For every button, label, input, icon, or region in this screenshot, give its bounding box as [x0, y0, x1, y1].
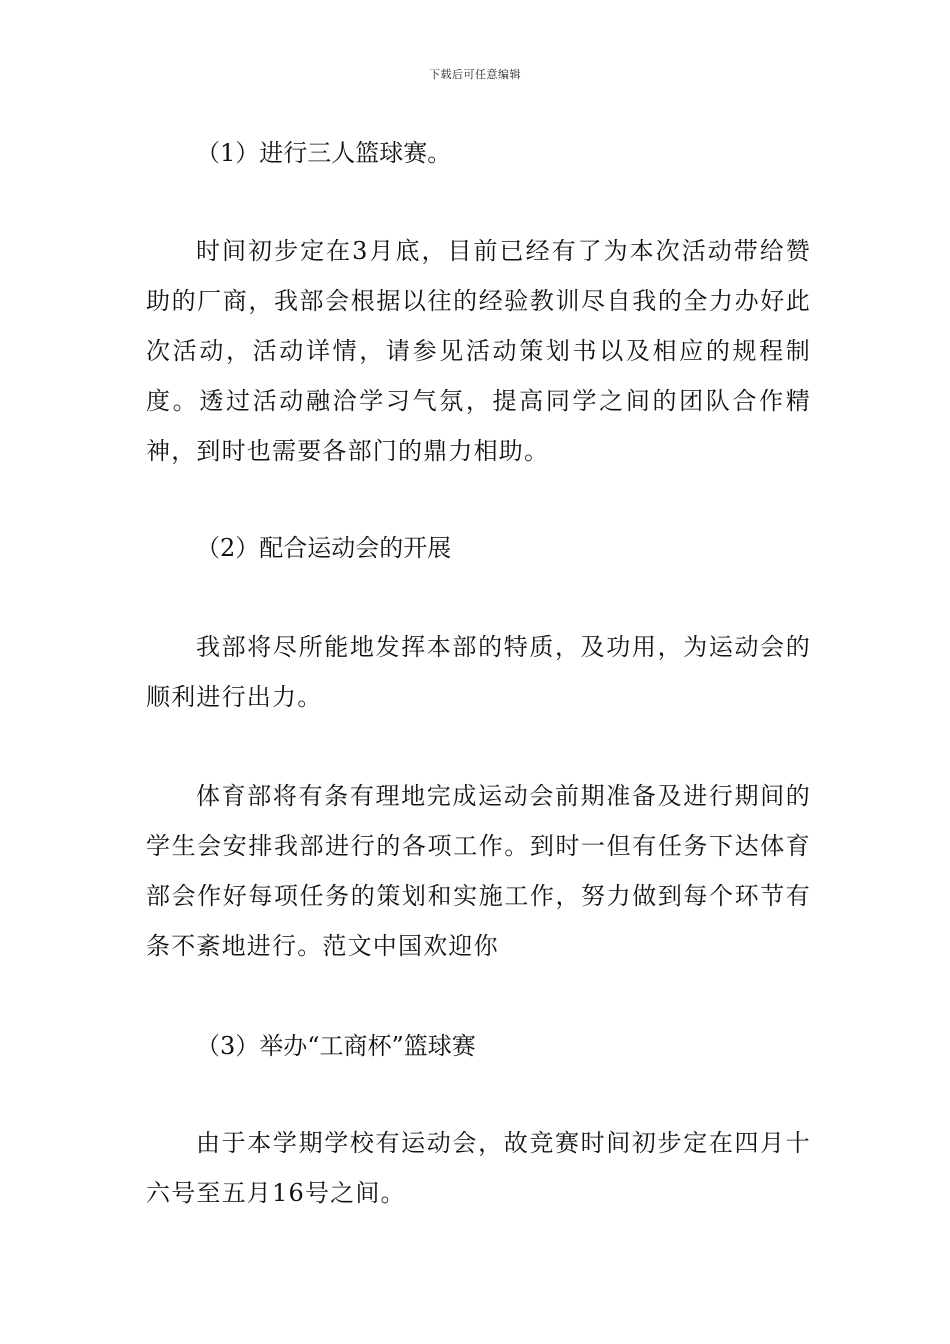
section-heading-1: （1）进行三人篮球赛。 [196, 139, 452, 167]
section-2-paragraph-2: 体育部将有条有理地完成运动会前期准备及进行期间的学生会安排我部进行的各项工作。到时一但有任务下达体育部会作好每项任务的策划和实施工作，努力做到每个环节有条不紊地进行。范文中国欢迎你 [146, 782, 811, 960]
section-heading-2: （2）配合运动会的开展 [196, 534, 452, 562]
page-header-note: 下载后可任意编辑 [429, 68, 521, 81]
section-3-paragraph-1: 由于本学期学校有运动会，故竞赛时间初步定在四月十六号至五月16号之间。 [146, 1129, 811, 1207]
section-heading-3: （3）举办“工商杯”篮球赛 [196, 1032, 476, 1060]
section-2-paragraph-1: 我部将尽所能地发挥本部的特质，及功用，为运动会的顺利进行出力。 [146, 633, 811, 711]
section-1-paragraph-1: 时间初步定在3月底，目前已经有了为本次活动带给赞助的厂商，我部会根据以往的经验教训尽自我的全力办好此次活动，活动详情，请参见活动策划书以及相应的规程制度。透过活动融洽学习气氛，提高同学之间的团队合作精神，到时也需要各部门的鼎力相助。 [146, 237, 811, 465]
